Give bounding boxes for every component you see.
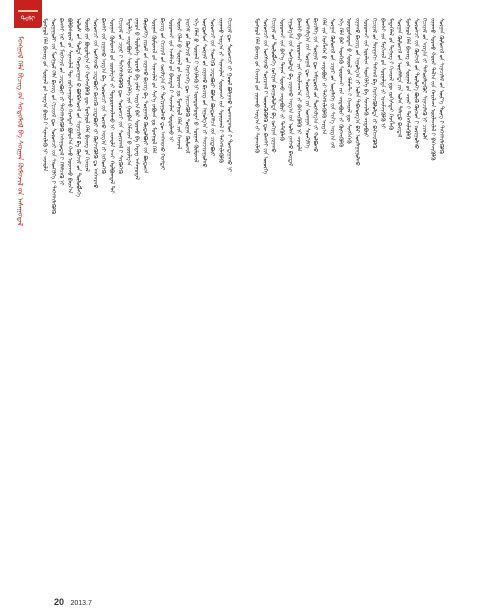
text-line: ᠰᠤᠷᠭᠠᠨ ᠬᠥᠮᠦᠵᠢᠯ ᠦ᠋ᠨ ᠴᠢᠨᠠᠷ ᠤ᠋ᠨ ᠦᠨᠡᠯᠡᠭᠡ ᠶ᠋ᠢᠨ ᠰᠢᠨ᠎ᠡ ᠠᠷᠭ᠎ᠠ ᠵᠠᠮ (328, 18, 335, 149)
text-line: ᠰᠤᠷᠤᠭᠴᠢ ᠶ᠋ᠢᠨ ᠤᠷᠠᠯᠢᠭ ᠰᠡᠳᠬᠢᠯᠭᠡ ᠪᠠ ᠰᠢᠨᠵᠢᠯᠡᠬᠦ ᠴᠢᠳᠠᠪᠤᠷᠢ (362, 18, 369, 138)
text-line: ᠨᠡᠢᠭᠡᠮ ᠤ᠋ᠨ ᠬᠥᠭᠵᠢᠯ ᠦ᠋ᠨ ᠬᠡᠷᠡᠭᠴᠡᠭᠡ ᠳᠦ ᠨᠡᠢᠴᠡᠭᠦᠯᠬᠦ ᠰᠤᠷᠭᠠᠨ ᠬᠥᠮᠦᠵᠢᠯ (184, 18, 191, 154)
text-line: ᠠᠭᠤᠯᠭ᠎ᠠ ᠶ᠋ᠢᠨ ᠰᠣᠩᠭᠣᠯᠲᠠ ᠪᠠ ᠵᠢᠭᠠᠬᠤ ᠠᠷᠭ᠎ᠠ ᠶ᠋ᠢᠨ ᠣᠯᠠᠨ ᠶᠠᠩᠵᠤ ᠪᠠᠢᠳᠠᠯ (286, 18, 293, 166)
text-block-left (40, 18, 242, 584)
text-line: ᠬᠢᠴᠢᠶᠡᠯ ᠦ᠋ᠨ ᠠᠷᠭ᠎ᠠ ᠶ᠋ᠢ ᠲᠠᠰᠤᠷᠠᠯᠲᠠᠭᠦᠢ ᠰᠢᠨᠡᠴᠢᠯᠡᠬᠦ ᠨᠢ ᠴᠢᠬᠤᠯᠠ (421, 18, 428, 140)
text-line: ᠰᠤᠷᠭᠠᠨ ᠬᠥᠮᠦᠵᠢᠯ ᠦ᠋ᠨ ᠰᠢᠨᠡᠴᠢᠯᠡᠯ ᠦ᠋ᠨ ᠰᠢᠨ᠎ᠡ ᠶᠠᠪᠤᠴᠠ ᠳᠤ ᠮᠣᠩᠭᠣᠯ ᠬᠡᠯᠡ (150, 18, 157, 154)
text-line: ᠬᠡᠯᠡ ᠶ᠋ᠢᠨ ᠬᠡᠷᠡᠭᠯᠡᠭᠡᠨ ᠦ᠌ ᠴᠢᠳᠠᠪᠤᠷᠢ ᠶ᠋ᠢ ᠳᠡᠭᠡᠭᠰᠢᠯᠡᠭᠦᠯᠬᠦ ᠠᠷᠭ᠎ᠠ (320, 18, 327, 135)
text-line: ᠰᠤᠷᠤᠭᠴᠢ ᠶ᠋ᠢᠨ ᠪᠡᠶ᠎ᠡ ᠳᠠᠭᠠᠨ ᠰᠤᠷᠬᠤ ᠴᠢᠳᠠᠪᠤᠷᠢ ᠶ᠋ᠢ ᠲᠡᠲᠬᠦᠯᠡᠬᠦ (278, 18, 285, 141)
text-line: ᠵᠢᠭᠠᠬᠤ ᠠᠷᠭ᠎ᠠ ᠶ᠋ᠢ ᠰᠢᠨᠡᠴᠢᠯᠡᠨ ᠰᠤᠷᠤᠭᠴᠢ ᠶ᠋ᠢᠨ ᠰᠣᠨᠢᠷᠬᠠᠯ ᠢ᠋ ᠳᠡᠭᠡᠭᠰᠢᠯᠡᠭᠦᠯᠬᠦ (217, 18, 224, 163)
text-line: ᠬᠢᠴᠢᠶᠡᠯ ᠤ᠋ᠨ ᠳᠠᠷᠠᠭᠠᠬᠢ ᠳᠠᠰᠬᠠᠯ ᠪᠠ ᠬᠡᠷᠡᠭᠵᠢᠭᠦᠯᠦᠯᠲᠡ ᠶ᠋ᠢ ᠪᠡᠬᠡᠵᠢᠭᠦᠯᠬᠦ (370, 18, 377, 149)
text-line: ᠮᠣᠩᠭᠣᠯ ᠬᠡᠯᠡ ᠪᠢᠴᠢᠭ᠌ ᠤ᠋ᠨ ᠬᠢᠴᠢᠶᠡᠯ ᠦ᠋ᠨ ᠵᠢᠭᠠᠬᠤ ᠠᠷᠭ᠎ᠠ ᠶ᠋ᠢ ᠰᠢᠨᠡᠴᠢᠯᠡᠬᠦ (253, 18, 260, 153)
text-line: ᠪᠣᠯᠪᠠᠰᠤᠷᠠᠯ ᠤ᠋ᠨ ᠰᠢᠨᠡᠴᠢᠯᠡᠯ ᠲᠦ ᠵᠣᠬᠢᠴᠠᠭᠤᠯᠬᠤ ᠬᠡᠷᠡᠭᠲᠡᠢ ᠪᠣᠯᠤᠨ᠎ᠠ ᠭᠡᠵᠦ ᠦᠵᠡᠵᠦ ᠪᠠᠢᠨ᠎ᠠ (66, 18, 73, 194)
text-line: ᠪᠠᠭᠰᠢ ᠪᠠ ᠰᠤᠷᠤᠭᠴᠢ ᠶ᠋ᠢᠨ ᠬᠠᠷᠢᠯᠴᠠᠭ᠎ᠠ ᠶ᠋ᠢ ᠪᠡᠬᠡᠵᠢᠭᠦᠯᠬᠦ ᠨᠢ ᠴᠢᠬᠤᠯᠠ (295, 18, 302, 152)
text-line: ᠦᠨᠳᠦᠰᠦᠲᠡᠨ ᠦ᠌ ᠰᠣᠶᠣᠯ ᠤ᠋ᠨ ᠡᠯᠡᠮᠡᠨᠲ ᠢ᠋ ᠬᠢᠴᠢᠶᠡᠯ ᠳᠦ ᠰᠢᠩᠭᠡᠭᠡᠬᠦ (345, 18, 352, 144)
text-line: ᠮᠡᠳᠡᠭᠡᠯᠡᠯ ᠦ᠋ᠨ ᠲᠧᠬᠨᠢᠭ ᠢ᠋ ᠬᠢᠴᠢᠶᠡᠯ ᠳᠦ ᠵᠣᠬᠢᠰᠲᠠᠢ ᠬᠡᠷᠡᠭᠯᠡᠬᠦ (387, 18, 394, 130)
text-line: ᠬᠢᠴᠢᠶᠡᠯ ᠳᠦ ᠰᠤᠷᠤᠭᠴᠢ ᠶ᠋ᠢ ᠭᠣᠣᠯ ᠪᠣᠯᠭᠠᠬᠤ ᠤᠬᠠᠭᠳᠠᠬᠤᠨ ᠢ᠋ ᠲᠣᠭᠲᠠᠭᠠᠬᠤ ᠨᠢ (226, 18, 232, 172)
text-line: ᠪᠢᠴᠢᠭ᠌ ᠤ᠋ᠨ ᠬᠢᠴᠢᠶᠡᠯ ᠦ᠋ᠨ ᠵᠣᠷᠢᠯᠭ᠎ᠠ ᠶ᠋ᠢ ᠲᠣᠬᠢᠷᠠᠭᠤᠯᠬᠤ ᠳᠦ ᠠᠩᠬᠠᠷᠬᠤ ᠬᠡᠷᠡᠭᠲᠡᠢ (158, 18, 165, 171)
page-footer (54, 592, 92, 610)
text-line: ᠡᠬᠡ ᠬᠡᠯᠡᠨ ᠦ᠌ ᠰᠤᠷᠭᠠᠯ ᠢ᠋ ᠡᠷᠬᠢᠮᠯᠡᠬᠦ ᠨᠢ ᠦᠨᠳᠦᠰᠦᠲᠡᠨ ᠦ᠌ ᠰᠤᠷᠭᠠᠨ ᠬᠥᠮᠦᠵᠢᠯ (192, 18, 199, 163)
text-line: ᠪᠠᠭᠰᠢ ᠶ᠋ᠢᠨ ᠵᠢᠭᠠᠬᠤ ᠠᠷᠭ᠎ᠠ ᠪᠠ ᠰᠤᠷᠤᠭᠴᠢ ᠶ᠋ᠢᠨ ᠰᠤᠷᠬᠤ ᠠᠷᠭ᠎ᠠ ᠶ᠋ᠢ ᠨᠢᠭᠡᠳᠭᠡᠬᠦ (100, 18, 107, 174)
page-number: 20 (54, 597, 65, 607)
text-block-right (252, 18, 464, 584)
text-line: ᠤᠯᠤᠰ ᠤ᠋ᠨ ᠳᠤᠮᠳᠠ ᠬᠤᠭᠤᠴᠠᠭᠠᠨ ᠤ᠋ ᠪᠣᠯᠪᠠᠰᠤᠷᠠᠯ ᠤ᠋ᠨ ᠰᠢᠨᠡᠴᠢᠯᠡᠯ ᠪᠠ ᠬᠥᠭᠵᠢᠯ ᠤ᠋ᠨ ᠲᠥᠯᠦᠪᠯᠡᠭᠡ (74, 18, 81, 197)
badge-rule (18, 10, 38, 12)
text-line: ᠮᠡᠳᠡᠯᠭᠡ ᠴᠢᠳᠠᠪᠤᠷᠢ ᠰᠡᠳᠬᠢᠯ ᠰᠡᠳᠬᠢᠯᠭᠡ ᠶ᠋ᠢᠨ ᠭᠤᠷᠪᠠᠨ ᠬᠡᠮᠵᠢᠶᠡᠨ ᠦ᠌ ᠵᠣᠷᠢᠯᠭ᠎ᠠ (125, 18, 132, 166)
text-line: ᠪᠠᠭᠰᠢ ᠶ᠋ᠢᠨ ᠮᠡᠷᠭᠡᠵᠢᠯ ᠦ᠋ᠨ ᠰᠤᠷᠭᠠᠯᠲᠠ ᠶ᠋ᠢ ᠡᠷᠴᠢᠮᠵᠢᠭᠦᠯᠬᠦ ᠨᠢ (379, 18, 386, 129)
text-line: ᠲᠥᠷᠦ ᠶ᠋ᠢᠨ ᠪᠣᠳᠤᠯᠭ᠎ᠠ ᠶ᠋ᠢ ᠬᠡᠷᠡᠭᠵᠢᠭᠦᠯᠬᠦ ᠳᠦ ᠮᠣᠩᠭᠣᠯ ᠬᠡᠯᠡ ᠪᠢᠴᠢᠭ᠌ ᠤ᠋ᠨ ᠬᠢᠴᠢᠶᠡᠯ (83, 18, 90, 172)
issue-date: 2013.7 (70, 600, 92, 607)
text-line: ᠪᠠᠭᠰᠢ ᠨᠠᠷ ᠤ᠋ᠨ ᠮᠡᠷᠭᠡᠵᠢᠯ ᠦ᠋ᠨ ᠴᠢᠳᠠᠪᠤᠷᠢ ᠶ᠋ᠢ ᠳᠡᠭᠡᠭᠰᠢᠯᠡᠭᠦᠯᠬᠦ ᠠᠰᠠᠭᠤᠳᠠᠯ ᠢ᠋ ᠬᠡᠯᠡᠯᠴᠡᠬᠦ ᠨᠢ (58, 18, 65, 186)
text-line: ᠤᠩᠰᠢᠯᠭ᠎ᠠ ᠶ᠋ᠢᠨ ᠰᠤᠷᠭᠠᠯ ᠳᠦ ᠰᠤᠷᠤᠭᠴᠢ ᠶ᠋ᠢᠨ ᠤᠬᠠᠭᠠᠨ ᠰᠡᠳᠬᠢᠯᠭᠡ (303, 18, 310, 149)
text-line: ᠬᠥᠷᠥᠩᠭᠡ ᠵᠢᠷᠤᠮ ᠤ᠋ᠨ ᠵᠢᠭᠠᠬᠤ ᠪᠢᠴᠢᠭ ᠪᠠ ᠰᠤᠷᠭᠠᠬᠤ ᠬᠥᠲᠦᠯᠪᠦᠷᠢ ᠶ᠋ᠢᠨ ᠪᠦᠲᠦᠴᠡ (142, 18, 149, 174)
text-line: ᠰᠤᠷᠭᠠᠭᠤᠯᠢ ᠶ᠋ᠢᠨ ᠮᠣᠩᠭᠣᠯ ᠬᠡᠯᠡ ᠪᠢᠴᠢᠭ᠌ ᠤ᠋ᠨ ᠬᠢᠴᠢᠶᠡᠯ ᠳᠦ ᠰᠤᠷᠤᠭᠴᠢ ᠶ᠋ᠢᠨ ᠰᠡᠳᠬᠢᠯᠭᠡ ᠢ᠋ ᠳᠡᠭᠡᠭᠰᠢᠯᠡᠭᠦᠯᠬᠦ (49, 18, 56, 214)
text-line: ᠰᠤᠷᠤᠭᠴᠢ ᠶ᠋ᠢᠨ ᠬᠥᠭᠵᠢᠯ ᠦ᠋ᠨ ᠲᠥᠯᠥᠭᠡ ᠪᠥᠬᠦ ᠬᠦᠴᠦᠨ ᠢ᠋ ᠵᠣᠷᠢᠭᠤᠯᠬᠤ (412, 18, 419, 149)
text-line: ᠰᠤᠷᠭᠠᠨ ᠬᠥᠮᠦᠵᠢᠯ ᠦ᠋ᠨ ᠰᠢᠨᠡᠴᠢᠯᠡᠯ ᠦ᠋ᠨ ᠦᠷ᠎ᠡ ᠳᠦᠩ ᠢ᠋ ᠳᠡᠭᠡᠭᠰᠢᠯᠡᠭᠦᠯᠬᠦ (438, 18, 444, 154)
text-line: ᠰᠤᠷᠤᠭᠴᠢ ᠶ᠋ᠢᠨ ᠡᠵᠡᠮᠰᠢᠯ ᠦ᠋ᠨ ᠪᠠᠢᠳᠠᠯ ᠢ᠋ ᠰᠢᠨᠵᠢᠯᠡᠨ ᠰᠤᠳᠤᠯᠬᠤ ᠨᠢ (167, 18, 174, 142)
text-line: ᠡᠬᠡ ᠬᠡᠯᠡ ᠪᠡᠷ ᠰᠡᠳᠬᠢᠬᠦ ᠰᠤᠷᠤᠭᠴᠢ ᠶ᠋ᠢᠨ ᠴᠢᠳᠠᠪᠤᠷᠢ ᠶ᠋ᠢ ᠬᠥᠭᠵᠢᠭᠦᠯᠬᠦ (337, 18, 344, 147)
text-line: ᠮᠣᠩᠭᠣᠯ ᠬᠡᠯᠡ ᠪᠢᠴᠢᠭ᠌ ᠤ᠋ᠨ ᠰᠤᠷᠭᠠᠯ ᠤ᠋ᠨ ᠴᠢᠨᠠᠷ ᠢ᠋ ᠳᠡᠭᠡᠭᠰᠢᠯᠡᠭᠦᠯᠬᠦ (404, 18, 411, 140)
text-line: ᠰᠤᠷᠭᠠᠨ ᠬᠥᠮᠦᠵᠢᠯ ᠦ᠋ᠨ ᠦᠨᠡᠯᠡᠯᠲᠡ ᠶ᠋ᠢᠨ ᠣᠯᠠᠨ ᠲᠠᠯᠠᠲᠤ ᠪᠠᠢᠳᠠᠯ (396, 18, 403, 138)
text-line: ᠬᠣᠶᠠᠷ ᠬᠡᠯᠡᠨ ᠦ᠌ ᠰᠤᠷᠭᠠᠯ ᠤ᠋ᠨ ᠣᠷᠴᠢᠨ ᠳᠤ ᠮᠣᠩᠭᠣᠯ ᠬᠡᠯᠡ ᠶ᠋ᠢᠨ ᠬᠢᠴᠢᠶᠡᠯ (175, 18, 182, 150)
text-line: ᠮᠣᠩᠭᠣᠯ ᠬᠡᠯᠡ ᠪᠢᠴᠢᠭ᠌ ᠤ᠋ᠨ ᠰᠤᠷᠭᠠᠯ ᠤ᠋ᠨ ᠠᠷᠭ᠎ᠠ ᠪᠠᠷᠢᠯ ᠢ᠋ ᠰᠢᠨᠡᠴᠢᠯᠡᠬᠦ ᠨᠢ ᠴᠢᠬᠤᠯᠠ (41, 18, 48, 172)
text-line: ᠪᠢᠴᠢᠯᠭᠡ ᠶ᠋ᠢᠨ ᠰᠤᠷᠭᠠᠯ ᠳᠦ ᠠᠮᠢᠳᠤᠷᠠᠯ ᠤ᠋ᠨ ᠲᠤᠷᠰᠢᠯᠭ᠎ᠠ ᠶ᠋ᠢ ᠬᠣᠯᠪᠣᠬᠤ (312, 18, 319, 152)
badge-glyph: ᠲᠤᠯᠢ (20, 15, 36, 23)
text-line: ᠰᠤᠷᠭᠠᠨ ᠬᠥᠮᠦᠵᠢᠯ ᠦ᠋ᠨ ᠵᠣᠷᠢᠯᠭ᠎ᠠ ᠶ᠋ᠢ ᠲᠣᠳᠣᠷᠬᠠᠢᠯᠠᠬᠤ ᠨᠢ ᠴᠢᠬᠤᠯᠠ ᠠᠴᠢ ᠬᠣᠯᠪᠣᠭᠳᠠᠯ ᠲᠠᠢ (108, 18, 115, 194)
running-header: ᠮᠣᠩᠭᠣᠯ ᠬᠡᠯᠡ ᠪᠢᠴᠢᠭ᠌ ᠤ᠋ᠨ ᠰᠤᠳᠤᠯᠤᠯ ᠪᠠ ᠰᠤᠷᠭᠠᠨ ᠬᠥᠮᠦᠵᠢᠯ ᠦ᠋ᠨ ᠠᠰᠠᠭᠤᠳᠠᠯ (16, 36, 24, 226)
text-line: ᠵᠢᠭᠠᠬᠤ ᠪᠢᠴᠢᠭ ᠤ᠋ᠨ ᠠᠭᠤᠯᠭ᠎ᠠ ᠶ᠋ᠢ ᠣᠯᠠᠨ ᠳᠠᠪᠬᠤᠷᠭ᠎ᠠ ᠪᠠᠷ ᠣᠢᠯᠠᠭᠠᠭᠤᠯᠬᠤ (354, 18, 361, 166)
text-line: ᠦᠨᠳᠦᠰᠦᠨ ᠰᠤᠷᠭᠠᠯ ᠤ᠋ᠨ ᠵᠢᠭᠠᠬᠤ ᠪᠢᠴᠢᠭ ᠤ᠋ᠨ ᠠᠭᠤᠯᠭ᠎ᠠ ᠶ᠋ᠢ ᠰᠠᠢᠵᠢᠷᠠᠭᠤᠯᠬᠤ (200, 18, 207, 168)
corner-badge (14, 0, 42, 28)
text-line: ᠬᠢᠴᠢᠶᠡᠯ ᠤ᠋ᠨ ᠲᠥᠯᠥᠪᠯᠡᠭᠡ ᠵᠣᠬᠢᠶᠠᠨ ᠪᠠᠢᠭᠤᠯᠤᠯᠲᠠ ᠪᠠ ᠵᠣᠬᠢᠶᠠᠨ ᠵᠢᠭᠠᠬᠤ (270, 18, 277, 153)
text-line: ᠰᠤᠷᠤᠭᠴᠢ ᠶ᠋ᠢᠨ ᠤᠩᠰᠢᠬᠤ ᠴᠢᠳᠠᠪᠤᠷᠢ ᠪᠢᠴᠢᠬᠦ ᠴᠢᠳᠠᠪᠤᠷᠢ ᠶ᠋ᠢ ᠬᠥᠭᠵᠢᠭᠦᠯᠬᠦ ᠳᠤ ᠠᠩᠬᠠᠷᠬᠤ (91, 18, 98, 189)
text-line: ᠰᠤᠷᠤᠭᠴᠢ ᠶ᠋ᠢᠨ ᠤᠩᠰᠢᠬᠤ ᠰᠣᠨᠢᠷᠬᠠᠯ ᠢ᠋ ᠦᠳᠬᠦᠭᠦᠯᠬᠦ ᠳᠦ ᠪᠠᠭᠰᠢ ᠶ᠋ᠢᠨ ᠦᠦᠷᠭᠡ (261, 18, 268, 175)
text-line: ᠰᠤᠷᠤᠭᠴᠢ ᠶ᠋ᠢᠨ ᠰᠡᠳᠬᠢᠬᠦ ᠴᠢᠳᠠᠪᠤᠷᠢ ᠪᠣᠯᠤᠨ ᠪᠦᠲᠦᠭᠡᠯᠴᠡ ᠶ᠋ᠢᠨ ᠴᠢᠳᠠᠪᠤᠷᠢ (209, 18, 216, 157)
text-line: ᠬᠢᠴᠢᠶᠡᠯ ᠤ᠋ᠨ ᠴᠢᠨᠠᠷ ᠢ᠋ ᠳᠡᠭᠡᠭᠰᠢᠯᠡᠭᠦᠯᠬᠦ ᠳᠦ ᠰᠤᠷᠤᠭᠴᠢ ᠶ᠋ᠢᠨ ᠰᠣᠨᠢᠷᠬᠠᠯ ᠢ᠋ ᠰᠡᠷᠭᠦᠭᠡᠬᠦ (116, 18, 123, 174)
text-line: ᠶᠠᠭᠤᠨ ᠤ᠋ ᠲᠥᠯᠦᠭᠡ ᠰᠤᠷᠬᠤ ᠪᠡ ᠶᠠᠮᠠᠷ ᠠᠷᠭ᠎ᠠ ᠪᠠᠷ ᠰᠤᠷᠬᠤ ᠪᠡ ᠭᠡᠳᠡᠭ ᠠᠰᠠᠭᠤᠳᠠᠯ (133, 18, 140, 180)
text-line: ᠵᠢᠭᠠᠬᠤ ᠰᠤᠷᠬᠤ ᠬᠣᠶᠠᠷ ᠲᠠᠯ᠎ᠠ ᠶ᠋ᠢᠨ ᠬᠠᠷᠢᠯᠴᠠᠨ ᠦᠢᠯᠡᠴᠢᠯᠡᠯ ᠢ᠋ ᠪᠡᠬᠡᠵᠢᠭᠦᠯᠬᠦ (429, 18, 436, 161)
